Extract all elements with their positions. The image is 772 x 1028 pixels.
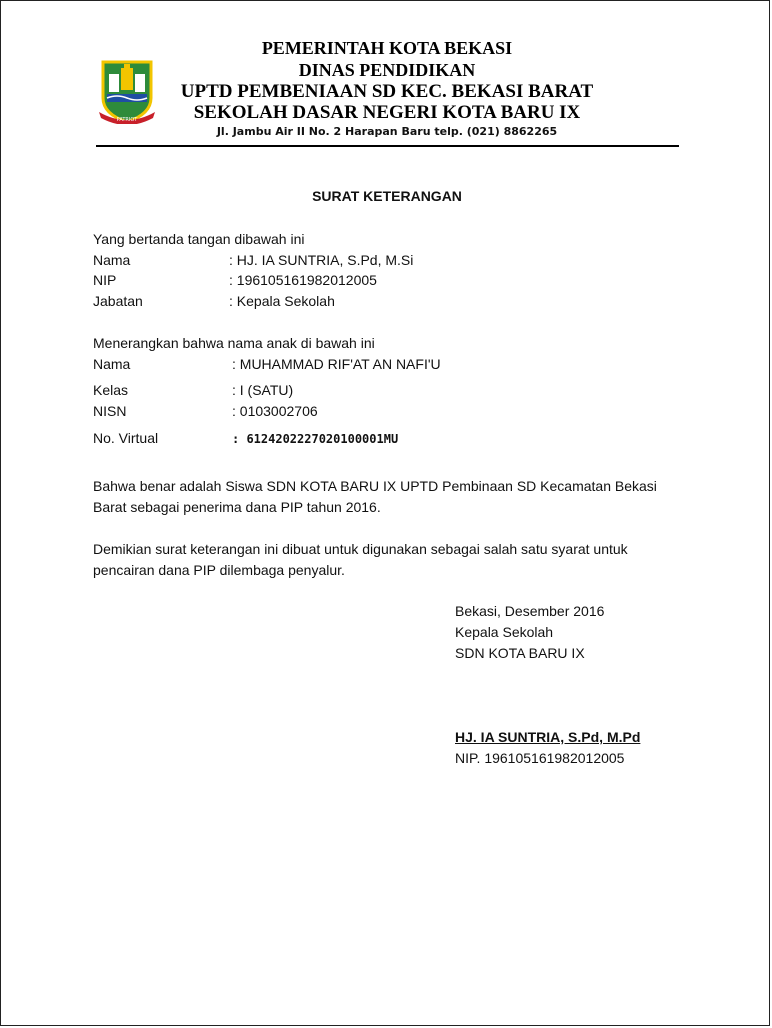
- student-name-value: : MUHAMMAD RIF'AT AN NAFI'U: [232, 356, 441, 372]
- signatory-intro: Yang bertanda tangan dibawah ini: [93, 231, 305, 247]
- student-virtual-value: : 6124202227020100001MU: [232, 432, 399, 446]
- signatory-position-value: : Kepala Sekolah: [229, 293, 335, 309]
- signatory-nip-label: NIP: [93, 272, 117, 288]
- student-nisn-value: : 0103002706: [232, 403, 318, 419]
- signatory-nip-value: : 196105161982012005: [229, 272, 377, 288]
- signer-nip: NIP. 196105161982012005: [455, 750, 625, 766]
- student-class-value: : I (SATU): [232, 382, 294, 398]
- signer-name: HJ. IA SUNTRIA, S.Pd, M.Pd: [455, 729, 641, 745]
- letterhead-school: SEKOLAH DASAR NEGERI KOTA BARU IX: [193, 102, 581, 123]
- logo-motto: PATRIOT: [116, 117, 138, 123]
- closing-place-date: Bekasi, Desember 2016: [455, 603, 605, 619]
- statement-paragraph: Bahwa benar adalah Siswa SDN KOTA BARU IX UPTD Pembinaan SD Kecamatan Bekasi Barat sebagai penerima dana PIP tahun 2016.: [93, 478, 657, 515]
- letterhead-divider: [96, 145, 679, 147]
- document-title: SURAT KETERANGAN: [312, 188, 462, 204]
- student-intro: Menerangkan bahwa nama anak di bawah ini: [93, 335, 375, 351]
- closing-school: SDN KOTA BARU IX: [455, 645, 585, 661]
- student-class-label: Kelas: [93, 382, 129, 398]
- letterhead-address: Jl. Jambu Air II No. 2 Harapan Baru telp. (021) 8862265: [216, 125, 558, 138]
- student-nisn-label: NISN: [93, 403, 127, 419]
- letterhead-uptd: UPTD PEMBENIAAN SD KEC. BEKASI BARAT: [180, 81, 594, 102]
- student-name-label: Nama: [93, 356, 131, 372]
- purpose-paragraph: Demikian surat keterangan ini dibuat untuk digunakan sebagai salah satu syarat untuk pencairan dana PIP dilembaga penyalur.: [93, 541, 628, 578]
- letterhead-government: PEMERINTAH KOTA BEKASI: [261, 38, 513, 58]
- student-virtual-label: No. Virtual: [93, 430, 159, 446]
- signatory-position-label: Jabatan: [93, 293, 143, 309]
- signatory-name-value: : HJ. IA SUNTRIA, S.Pd, M.Si: [229, 252, 414, 268]
- closing-position: Kepala Sekolah: [455, 624, 554, 640]
- signatory-name-label: Nama: [93, 252, 131, 268]
- letterhead-department: DINAS PENDIDIKAN: [298, 60, 476, 80]
